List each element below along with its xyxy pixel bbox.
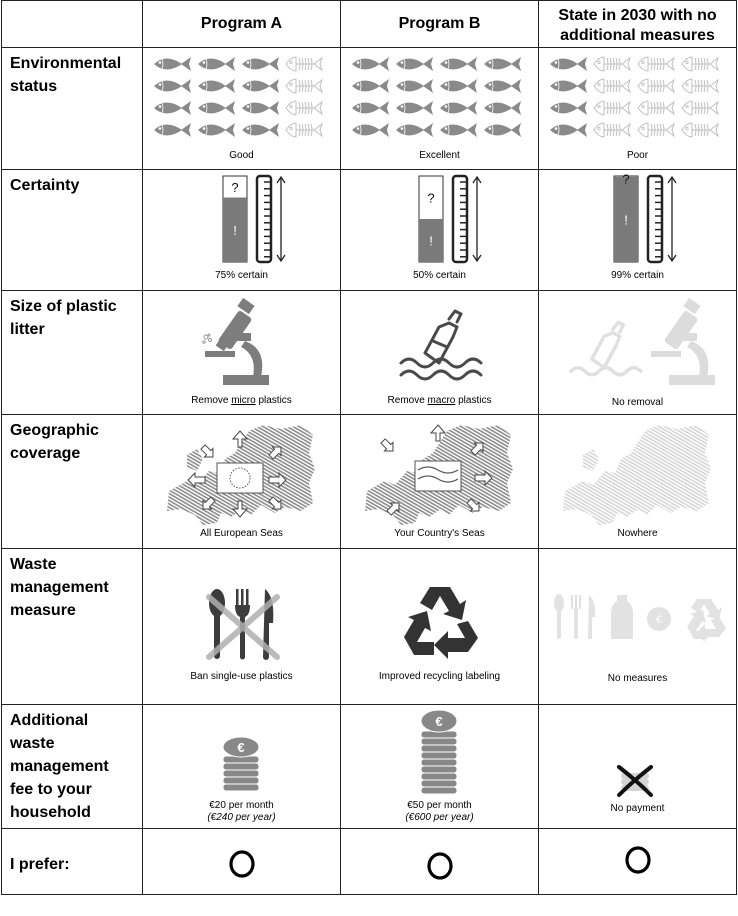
ruler-icon [257,176,271,262]
fee-cell-a [143,705,341,829]
preference-label [2,829,143,895]
fish-skeleton-icon [638,79,674,93]
prefer-program-b-radio[interactable] [426,851,454,881]
ruler-icon [648,176,662,262]
fish-skeleton-icon [286,79,322,93]
status-quo-title [539,1,736,46]
program-b-title: Program B [398,15,481,32]
plastic-size-cell-b [341,291,539,415]
fish-skeleton-icon [638,101,674,115]
coin-symbol-b: € [435,714,443,729]
preference-label-text: I prefer: [10,856,70,873]
fish-skeleton-icon [594,57,630,71]
faded-microscope-icon [643,297,733,389]
plastic-size-caption-c: No removal [611,397,664,408]
unknown-mark: ? [622,174,630,187]
unknown-mark: ? [427,190,435,206]
geo-label-line1: Geographic [10,422,99,439]
fish-icon [242,79,279,93]
plastic-size-label [2,291,143,415]
fish-skeleton-icon [638,57,674,71]
fish-skeleton-icon [286,101,322,115]
environmental-status-row [2,48,737,170]
geo-cell-a [143,415,341,549]
fish-icon [154,101,191,115]
known-mark: ! [624,212,628,228]
env-caption-c: Poor [626,150,649,161]
fish-icon [484,79,521,93]
choice-card-table [1,0,737,895]
certainty-beaker-icon [223,176,247,262]
fish-icon [484,123,521,137]
fish-icon [440,123,477,137]
fish-icon [396,101,433,115]
plastic-size-row [2,291,737,415]
micro-post: plastics [255,395,292,406]
waste-caption-c: No measures [607,673,668,684]
fee-label-line4: fee to your [10,781,92,798]
fish-icon [242,101,279,115]
certainty-caption-c: 99% certain [611,270,664,281]
plastic-size-label-line2: litter [10,321,45,338]
macro-post: plastics [455,395,492,406]
fish-icon [396,123,433,137]
faded-measures-icons [549,593,729,643]
fee-label-line2: waste [10,735,55,752]
prefer-cell-c [539,829,737,895]
fish-icon [550,123,587,137]
plastic-size-caption-a [143,395,340,406]
program-b-header [341,1,539,48]
microscope-icon [197,297,287,389]
crossed-coin-icon [613,761,657,801]
geo-label-line2: coverage [10,445,81,462]
fish-icon [154,57,191,71]
prefer-program-a-radio[interactable] [228,849,256,879]
certainty-cell-c [539,170,737,291]
faded-europe-map-icon [561,421,711,525]
certainty-beaker-icon [614,174,638,262]
plastic-size-cell-c [539,291,737,415]
unknown-mark: ? [231,179,239,195]
waste-cell-a [143,549,341,705]
waste-caption-b: Improved recycling labeling [378,671,501,682]
fish-icon [154,79,191,93]
waste-measure-row [2,549,737,705]
fish-icon [352,101,389,115]
program-a-header [143,1,341,48]
certainty-label [2,170,143,291]
geo-caption-b: Your Country's Seas [394,528,485,539]
macro-pre: Remove [387,395,428,406]
fee-caption-c: No payment [610,803,665,814]
fish-icon [198,79,235,93]
prefer-status-quo-radio[interactable] [624,845,652,875]
fish-skeleton-icon [594,101,630,115]
macro-underlined: macro [427,395,456,406]
double-arrow-icon [473,177,481,261]
fish-icon [440,79,477,93]
fish-icon [352,79,389,93]
europe-map-eu-flag-icon [165,421,315,525]
fish-icon [484,101,521,115]
empty-corner-cell [2,1,143,48]
geographic-coverage-row [2,415,737,549]
known-mark: ! [429,233,433,249]
coin-stack-small-icon [221,735,261,797]
env-label-line1: Environmental [10,55,122,72]
fee-year-b: (€600 per year) [405,812,474,823]
env-cell-b [341,48,539,170]
fish-icon [198,101,235,115]
double-arrow-icon [277,177,285,261]
fish-icon [198,57,235,71]
fish-skeleton-icon [682,79,718,93]
certainty-caption-a: 75% certain [215,270,268,281]
fee-subcaption-b [341,812,538,823]
geo-caption-c: Nowhere [617,528,658,539]
certainty-beaker-icon [419,176,443,262]
fish-skeleton-icon [594,123,630,137]
env-cell-a [143,48,341,170]
crossed-cutlery-icon [203,587,283,663]
fish-skeleton-icon [286,123,322,137]
fish-icon [440,101,477,115]
fish-icon [352,123,389,137]
recycling-icon [400,583,480,659]
prefer-cell-b [341,829,539,895]
waste-label-line3: measure [10,602,76,619]
fish-icon [352,57,389,71]
fee-label [2,705,143,829]
status-quo-title-line2: additional measures [560,27,715,44]
waste-measure-label [2,549,143,705]
status-quo-title-line1: State in 2030 with no [558,7,717,24]
certainty-gauge-b [413,174,503,266]
fish-skeleton-icon [594,79,630,93]
fee-cell-c [539,705,737,829]
waste-cell-b [341,549,539,705]
fish-icon [484,57,521,71]
fish-icon [242,123,279,137]
europe-map-country-flag-icon [363,421,513,525]
fee-subcaption-a [143,812,340,823]
geo-caption-a: All European Seas [200,528,283,539]
known-mark: ! [233,222,237,238]
certainty-gauge-a [217,174,307,266]
waste-label-line1: Waste [10,556,57,573]
fee-label-line1: Additional [10,712,89,729]
preference-row [2,829,737,895]
micro-pre: Remove [191,395,232,406]
fish-skeleton-icon [682,101,718,115]
certainty-cell-b [341,170,539,291]
env-label-line2: status [10,78,58,95]
geographic-coverage-label [2,415,143,549]
fish-skeleton-icon [638,123,674,137]
fee-cell-b [341,705,539,829]
plastic-size-label-line1: Size of plastic [10,298,117,315]
certainty-label-text: Certainty [10,177,80,194]
env-cell-c [539,48,737,170]
status-quo-header [539,1,737,48]
waste-cell-c [539,549,737,705]
fish-icon [154,123,191,137]
fish-skeleton-icon [682,123,718,137]
env-caption-a: Good [229,150,254,161]
fish-skeleton-icon [682,57,718,71]
faded-coin-symbol: € [655,614,663,626]
ruler-icon [453,176,467,262]
fish-icon [242,57,279,71]
fish-icon [550,57,587,71]
geo-cell-b [341,415,539,549]
waste-caption-a: Ban single-use plastics [190,671,293,682]
fish-icon [550,101,587,115]
fee-label-line3: management [10,758,109,775]
fee-caption-b: €50 per month [407,800,472,811]
fish-grid-a [152,54,332,144]
environmental-status-label [2,48,143,170]
fish-icon [198,123,235,137]
plastic-size-caption-b [341,395,538,406]
fish-icon [440,57,477,71]
prefer-cell-a [143,829,341,895]
fish-grid-c [548,54,728,144]
double-arrow-icon [668,177,676,261]
fish-icon [550,79,587,93]
coin-stack-large-icon [419,707,459,799]
certainty-row [2,170,737,291]
fish-icon [396,79,433,93]
fee-row [2,705,737,829]
coin-symbol-a: € [237,740,245,755]
geo-cell-c [539,415,737,549]
certainty-caption-b: 50% certain [413,270,466,281]
fish-icon [396,57,433,71]
waste-label-line2: management [10,579,109,596]
fee-year-a: (€240 per year) [207,812,276,823]
certainty-gauge-c [608,174,698,266]
fish-grid-b [350,54,530,144]
plastic-size-cell-a [143,291,341,415]
certainty-cell-a [143,170,341,291]
header-row [2,1,737,48]
program-a-title: Program A [200,15,283,32]
floating-bottle-icon [395,305,485,385]
env-caption-b: Excellent [419,150,460,161]
micro-underlined: micro [231,395,256,406]
fee-caption-a: €20 per month [209,800,274,811]
fee-label-line5: household [10,804,91,821]
faded-bottle-icon [565,317,645,387]
fish-skeleton-icon [286,57,322,71]
